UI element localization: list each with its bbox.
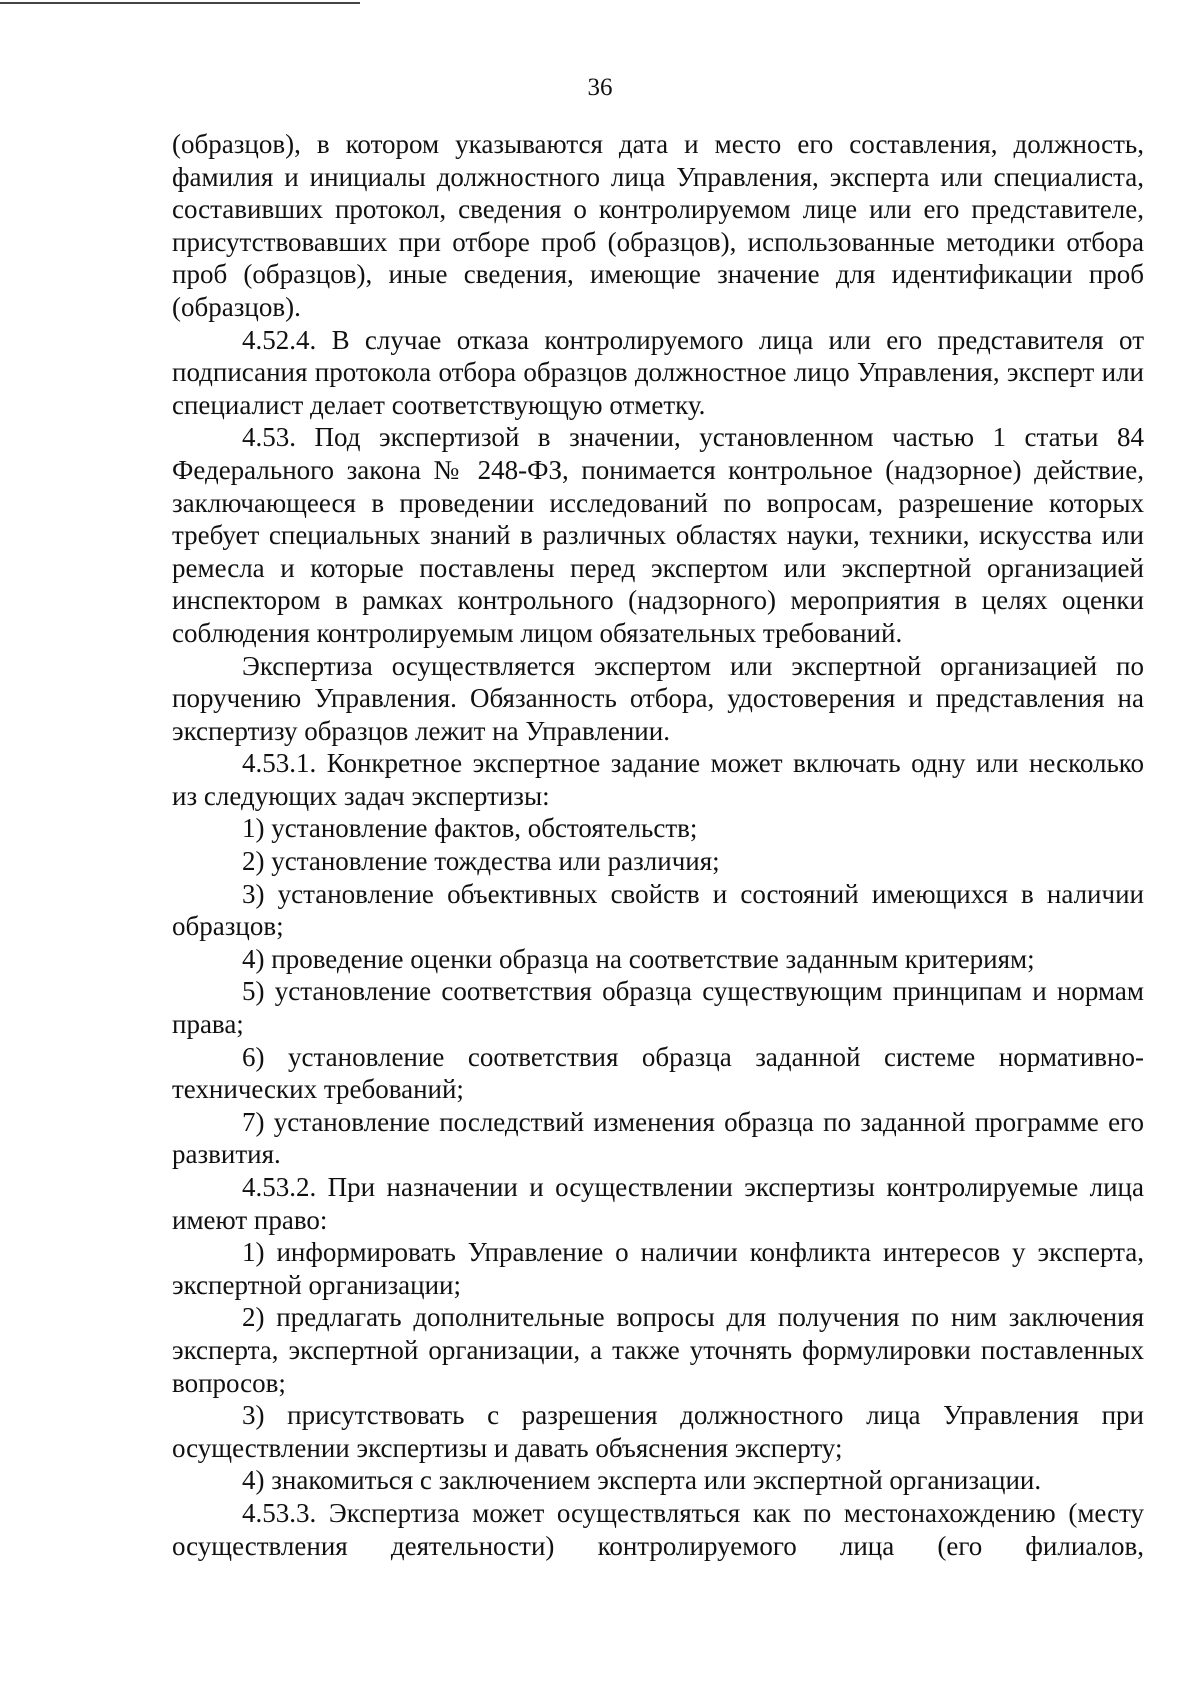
list-item: 1) информировать Управление о наличии конфликта интересов у эксперта, экспертной организации; [172, 1237, 1144, 1300]
list-item: 4) проведение оценки образца на соответствие заданным критериям; [242, 943, 1035, 974]
paragraph: 4.53.3. Экспертиза может осуществляться как по местонахождению (месту осуществления деятельности) контролируемого лица (его филиалов, [172, 1497, 1144, 1561]
paragraph: 4.53. Под экспертизой в значении, установленном частью 1 статьи 84 Федерального закона № 248-ФЗ, понимается контрольное (надзорное) действие, заключающееся в проведении исследований по вопросам, разрешение которых требует специальных знаний в различных областях науки, техники, искусства или ремесла и которые поставлены перед экспертом или экспертной организацией инспектором в рамках контрольного (надзорного) мероприятия в целях оценки соблюдения контролируемым лицом обязательных требований. [172, 422, 1144, 648]
list-item: 3) присутствовать с разрешения должностного лица Управления при осуществлении экспертизы и давать объяснения эксперту; [172, 1400, 1144, 1463]
list-item: 5) установление соответствия образца существующим принципам и нормам права; [172, 976, 1144, 1040]
list-item: 6) установление соответствия образца заданной системе нормативно-технических требований; [172, 1041, 1144, 1105]
paragraph: Экспертиза осуществляется экспертом или экспертной организацией по поручению Управления. Обязанность отбора, удостоверения и представления на экспертизу образцов лежит на Управлении. [172, 650, 1144, 746]
page-number: 36 [587, 74, 613, 101]
paragraph: (образцов), в котором указываются дата и место его составления, должность, фамилия и инициалы должностного лица Управления, эксперта или специалиста, составивших протокол, сведения о контролируемом лице или его представителе, присутствовавших при отборе проб (образцов), использованные методики отбора проб (образцов), иные сведения, имеющие значение для идентификации проб (образцов). [172, 129, 1144, 322]
list-item: 2) предлагать дополнительные вопросы для получения по ним заключения эксперта, экспертной организации, а также уточнять формулировки поставленных вопросов; [172, 1302, 1144, 1398]
list-item: 4) знакомиться с заключением эксперта или экспертной организации. [242, 1465, 1042, 1496]
list-item: 1) установление фактов, обстоятельств; [242, 813, 698, 844]
scan-edge-line [0, 2, 360, 4]
list-item: 3) установление объективных свойств и состояний имеющихся в наличии образцов; [172, 878, 1144, 942]
paragraph: 4.53.2. При назначении и осуществлении экспертизы контролируемые лица имеют право: [172, 1172, 1144, 1235]
paragraph: 4.52.4. В случае отказа контролируемого лица или его представителя от подписания протокола отбора образцов должностное лицо Управления, эксперт или специалист делает соответствующую отметку. [172, 324, 1144, 420]
list-item: 2) установление тождества или различия; [242, 846, 720, 877]
list-item: 7) установление последствий изменения образца по заданной программе его развития. [172, 1106, 1144, 1170]
paragraph: 4.53.1. Конкретное экспертное задание может включать одну или несколько из следующих задач экспертизы: [172, 748, 1144, 811]
document-body [172, 128, 1144, 1562]
